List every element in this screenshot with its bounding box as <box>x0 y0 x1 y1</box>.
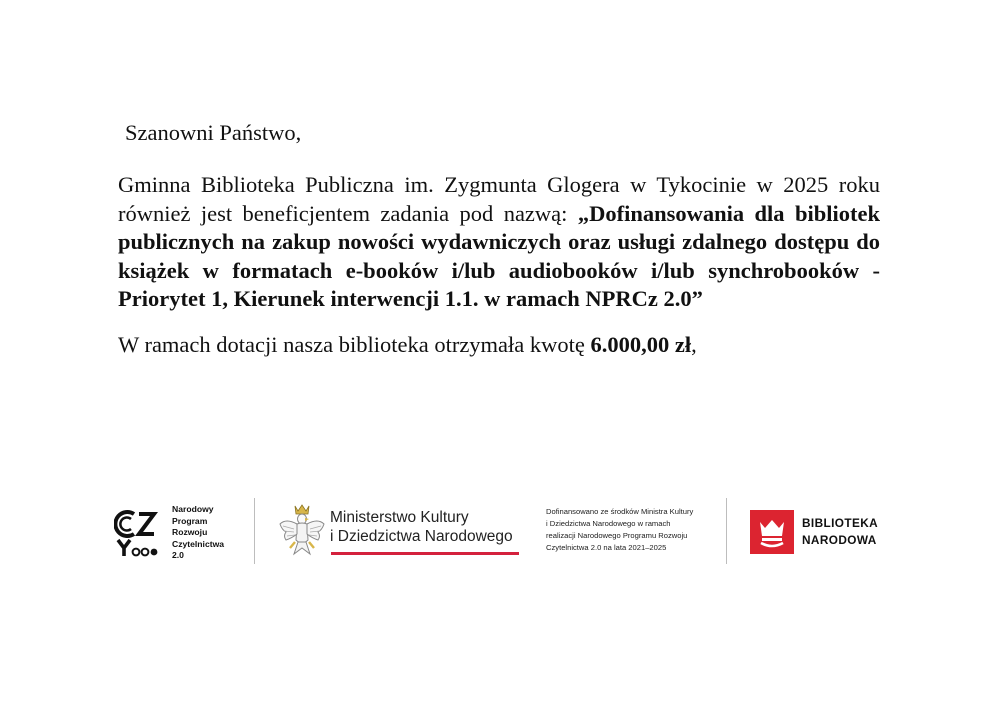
mkidn-logo <box>276 502 526 564</box>
grant-statement <box>118 330 880 360</box>
nprcz-logo <box>110 504 245 564</box>
logo-strip <box>110 496 900 568</box>
mkidn-line-2: i Dziedzictwa Narodowego <box>330 528 513 545</box>
mkidn-line-1: Ministerstwo Kultury <box>330 509 469 526</box>
funding-note-line: realizacji Narodowego Programu Rozwoju <box>546 531 688 540</box>
nprcz-line: Czytelnictwa <box>172 538 225 549</box>
nprcz-logo-icon <box>114 508 162 560</box>
letter-body <box>118 171 880 314</box>
salutation: Szanowni Państwo, <box>125 120 302 145</box>
mkidn-accent-line <box>331 552 519 555</box>
nprcz-name <box>172 504 224 562</box>
white-eagle-icon <box>278 502 326 560</box>
funding-note-line: Czytelnictwa 2.0 na lata 2021–2025 <box>546 543 667 552</box>
letter-document <box>118 118 880 360</box>
grant-amount: 6.000,00 zł <box>590 331 692 357</box>
nprcz-line: Program <box>172 515 208 526</box>
logo-divider <box>726 498 727 564</box>
biblioteka-narodowa-logo <box>750 510 900 554</box>
body-intro: Gminna Biblioteka Publiczna im. Zygmunta Glogera w Tykocinie w 2025 roku również jest beneficjentem zadania pod nazwą: <box>118 172 880 226</box>
grant-text: W ramach dotacji nasza biblioteka otrzymała kwotę <box>118 331 591 357</box>
funding-note-line: Dofinansowano ze środków Ministra Kultury <box>546 507 694 516</box>
bn-emblem <box>750 510 794 554</box>
bn-name <box>802 515 878 549</box>
nprcz-line: 2.0 <box>172 550 184 560</box>
nprcz-line: Narodowy <box>172 504 214 514</box>
bn-line-2: NARODOWA <box>802 533 877 547</box>
funding-note-line: i Dziedzictwa Narodowego w ramach <box>546 519 671 528</box>
nprcz-line: Rozwoju <box>172 527 208 537</box>
grant-suffix: , <box>691 331 697 357</box>
mkidn-name <box>330 508 513 546</box>
funding-note <box>546 506 693 554</box>
task-name: „Dofinansowania dla bibliotek publicznych na zakup nowości wydawniczych oraz usługi zdalnego dostępu do książek w formatach e-booków i/lub audiobooków i/lub synchrobooków - Priorytet 1, Kierunek interwencji 1.1. w ramach NPRCz 2.0” <box>118 200 880 311</box>
crown-icon <box>750 510 794 554</box>
bn-line-1: BIBLIOTEKA <box>802 516 879 530</box>
logo-divider <box>254 498 255 564</box>
